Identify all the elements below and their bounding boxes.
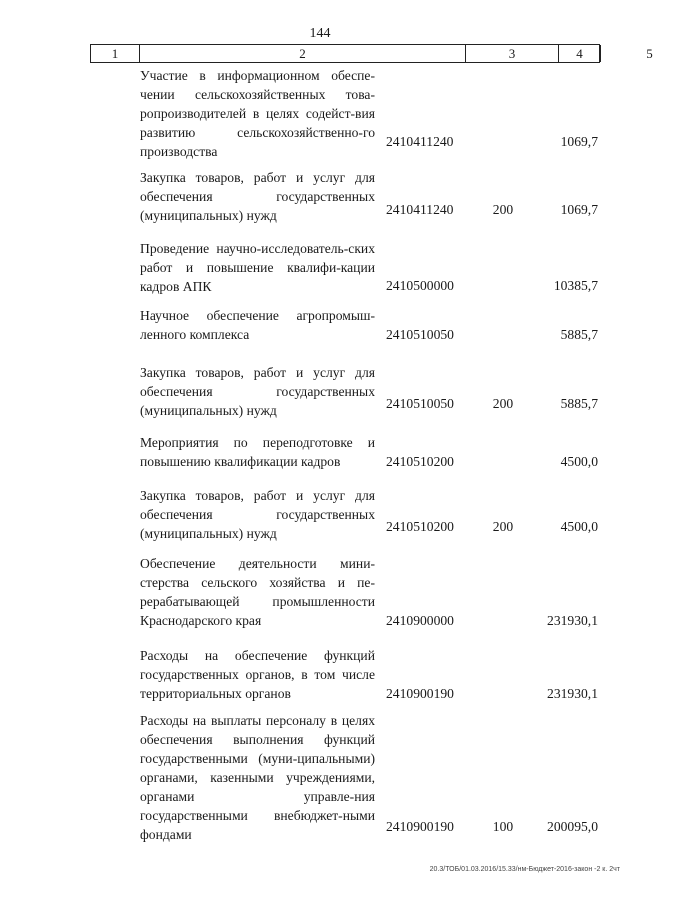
row-type: 200	[492, 202, 514, 217]
row-code: 2410900190	[386, 819, 454, 834]
row-type: 200	[492, 396, 514, 411]
row-type: 200	[492, 519, 514, 534]
row-code: 2410500000	[386, 278, 454, 293]
table-header	[90, 44, 653, 63]
row-description: Мероприятия по переподготовке и повышению квалификации кадров	[140, 435, 375, 469]
row-amount: 231930,1	[547, 613, 598, 628]
row-code: 2410510200	[386, 519, 454, 534]
header-col-5: 5	[646, 46, 653, 61]
row-code: 2410510050	[386, 396, 454, 411]
row-description: Расходы на выплаты персоналу в целях обеспечения выполнения функций государственными (муни-ципальными) органами, казенными учреждениями, органами управле-ния государственными внебюджет-ными фондами	[140, 713, 375, 842]
row-amount: 1069,7	[560, 202, 598, 217]
row-amount: 231930,1	[547, 686, 598, 701]
row-amount: 10385,7	[553, 278, 598, 293]
row-code: 2410900000	[386, 613, 454, 628]
row-description: Участие в информационном обеспе-чении сельскохозяйственных това-ропроизводителей в целях содейст-вия развитию сельскохозяйственно-го производства	[140, 68, 375, 159]
row-description: Проведение научно-исследователь-ских работ и повышение квалифи-кации кадров АПК	[140, 241, 375, 294]
page-number: 144	[309, 26, 331, 41]
row-code: 2410510200	[386, 454, 454, 469]
row-code: 2410411240	[386, 134, 454, 149]
row-amount: 5885,7	[560, 396, 598, 411]
header-col-1: 1	[91, 45, 140, 62]
row-description: Закупка товаров, работ и услуг для обеспечения государственных (муниципальных) нужд	[140, 170, 375, 223]
row-description: Закупка товаров, работ и услуг для обеспечения государственных (муниципальных) нужд	[140, 365, 375, 418]
row-description: Расходы на обеспечение функций государственных органов, в том числе территориальных органов	[140, 648, 375, 701]
row-code: 2410900190	[386, 686, 454, 701]
row-description: Закупка товаров, работ и услуг для обеспечения государственных (муниципальных) нужд	[140, 488, 375, 541]
row-amount: 4500,0	[560, 519, 598, 534]
row-code: 2410411240	[386, 202, 454, 217]
row-amount: 4500,0	[560, 454, 598, 469]
header-col-3: 3	[466, 45, 559, 62]
row-code: 2410510050	[386, 327, 454, 342]
row-description: Обеспечение деятельности мини-стерства сельского хозяйства и пе-рерабатывающей промышленности Краснодарского края	[140, 556, 375, 628]
header-col-4: 4	[559, 45, 601, 62]
row-description: Научное обеспечение агропромыш-ленного комплекса	[140, 308, 375, 342]
row-type: 100	[492, 819, 514, 834]
row-amount: 1069,7	[560, 134, 598, 149]
header-col-2: 2	[140, 45, 466, 62]
row-amount: 200095,0	[547, 819, 598, 834]
row-amount: 5885,7	[560, 327, 598, 342]
document-footer: 20.3/ТОБ/01.03.2016/15.33/нм-Бюджет-2016-закон -2 к. 2чт	[429, 866, 620, 873]
